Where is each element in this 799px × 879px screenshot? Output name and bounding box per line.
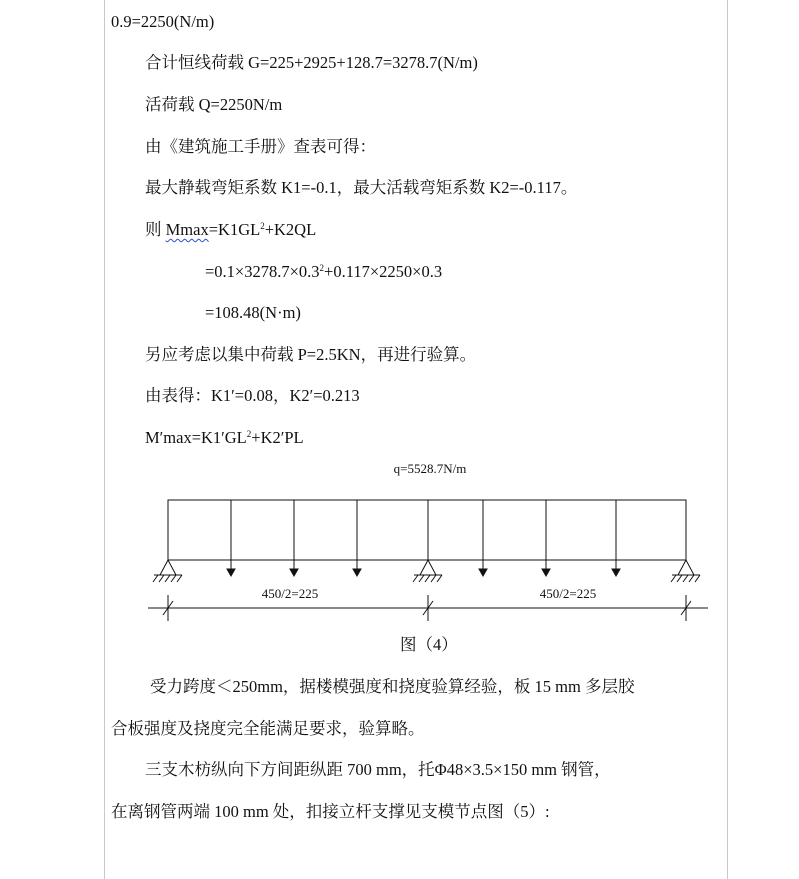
formula-line bbox=[145, 220, 316, 240]
formula-line bbox=[205, 262, 442, 282]
formula-sup: 2 bbox=[260, 221, 265, 231]
formula-pre: =0.1×3278.7×0.3 bbox=[205, 262, 320, 281]
support-left bbox=[153, 560, 182, 582]
span-label-left: 450/2=225 bbox=[261, 586, 319, 601]
text-line: 另应考虑以集中荷载 P=2.5KN，再进行验算。 bbox=[145, 345, 477, 364]
text-line: =108.48(N·m) bbox=[205, 303, 301, 322]
page-margin-right bbox=[727, 0, 728, 879]
text-line: 最大静载弯矩系数 K1=-0.1，最大活载弯矩系数 K2=-0.117。 bbox=[145, 178, 578, 197]
text-line: 活荷载 Q=2250N/m bbox=[145, 95, 283, 114]
text-line: 三支木枋纵向下方间距纵距 700 mm，托Φ48×3.5×150 mm 钢管， bbox=[145, 760, 611, 779]
formula-mmax: Mmax bbox=[165, 220, 209, 239]
formula-post: +K2′PL bbox=[251, 428, 304, 447]
formula-mid: =K1GL bbox=[208, 220, 261, 239]
formula-prefix: 则 bbox=[145, 220, 166, 239]
figure-caption: 图（4） bbox=[400, 635, 458, 654]
formula-pre: M′max=K1′GL bbox=[145, 428, 247, 447]
text-line: 0.9=2250(N/m) bbox=[111, 12, 215, 31]
load-label: q=5528.7N/m bbox=[393, 461, 467, 476]
text-line: 在离钢管两端 100 mm 处，扣接立杆支撑见支模节点图（5）: bbox=[111, 802, 550, 821]
formula-sup: 2 bbox=[319, 263, 325, 273]
load-arrows bbox=[227, 500, 620, 576]
text-line: 合板强度及挠度完全能满足要求，验算略。 bbox=[111, 719, 425, 738]
text-line: 由表得：K1′=0.08，K2′=0.213 bbox=[145, 386, 360, 405]
load-frame bbox=[168, 500, 686, 560]
formula-post: +0.117×2250×0.3 bbox=[324, 262, 443, 281]
formula-line bbox=[145, 428, 304, 448]
support-right bbox=[671, 560, 700, 582]
text-line: 由《建筑施工手册》查表可得： bbox=[145, 137, 376, 156]
page-margin-left bbox=[104, 0, 105, 879]
dimension-line bbox=[148, 595, 708, 621]
formula-sup: 2 bbox=[246, 429, 252, 439]
beam-load-diagram bbox=[140, 455, 720, 630]
support-middle bbox=[413, 560, 442, 582]
span-label-right: 450/2=225 bbox=[539, 586, 597, 601]
text-line: 受力跨度＜250mm，据楼模强度和挠度验算经验，板 15 mm 多层胶 bbox=[150, 677, 635, 696]
text-line: 合计恒线荷载 G=225+2925+128.7=3278.7(N/m) bbox=[145, 53, 478, 72]
formula-suffix: +K2QL bbox=[264, 220, 317, 239]
